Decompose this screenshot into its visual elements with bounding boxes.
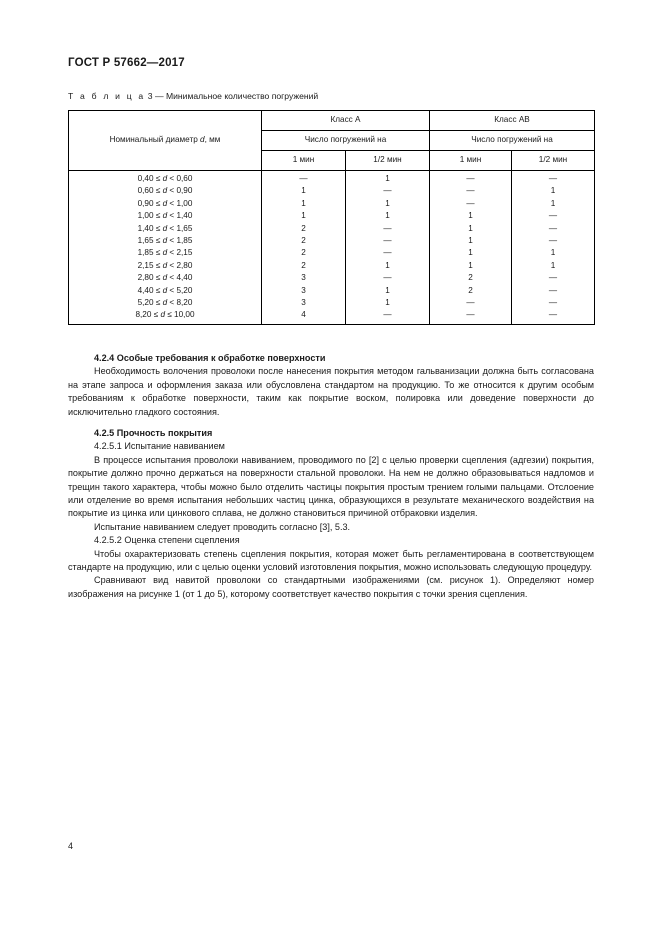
column-header-dips-on-a: Число погружений на: [262, 131, 430, 151]
cell-ab-1min: —: [430, 171, 512, 186]
table-minimum-dips: [68, 110, 594, 325]
cell-ab-half-min: 1: [512, 247, 595, 259]
table-row: [69, 223, 595, 235]
paragraph-4-2-4: Необходимость волочения проволоки после нанесения покрытия методом гальванизации должна быть согласована на этапе запроса и оформления заказа или обусловлена стандартом на продукцию. То же относится к другим особым требованиям к обработке поверхности, таким как покрытие воском, полировка или доведение поверхности до исключительно гладкого состояния.: [68, 366, 594, 417]
column-header-ab-1min: 1 мин: [430, 151, 512, 171]
paragraph-4-2-5-1-b: Испытание навиванием следует проводить согласно [3], 5.3.: [94, 521, 351, 532]
cell-ab-half-min: —: [512, 210, 595, 222]
cell-diameter-range: 1,85 ≤ d < 2,15: [69, 247, 262, 259]
column-header-class-a: Класс А: [262, 111, 430, 131]
cell-ab-1min: 1: [430, 210, 512, 222]
diameter-variable: d: [162, 236, 168, 246]
table-row: [69, 185, 595, 197]
cell-ab-half-min: 1: [512, 185, 595, 197]
diameter-variable: d: [162, 248, 168, 258]
cell-a-half-min: 1: [346, 285, 430, 297]
cell-a-1min: 3: [262, 285, 346, 297]
table-row: [69, 272, 595, 284]
table-row: [69, 309, 595, 324]
table-row: [69, 285, 595, 297]
cell-diameter-range: 8,20 ≤ d ≤ 10,00: [69, 309, 262, 324]
cell-a-half-min: —: [346, 309, 430, 324]
cell-ab-half-min: —: [512, 285, 595, 297]
table-row: [69, 235, 595, 247]
heading-4-2-5: 4.2.5 Прочность покрытия: [94, 428, 213, 438]
cell-a-1min: 1: [262, 185, 346, 197]
table-row: [69, 198, 595, 210]
cell-a-1min: 3: [262, 297, 346, 309]
diameter-variable: d: [162, 260, 168, 270]
cell-ab-half-min: 1: [512, 198, 595, 210]
cell-ab-1min: 2: [430, 272, 512, 284]
cell-ab-1min: 1: [430, 235, 512, 247]
cell-a-half-min: —: [346, 247, 430, 259]
table-row: [69, 210, 595, 222]
diameter-variable: d: [160, 310, 165, 320]
cell-ab-1min: 2: [430, 285, 512, 297]
cell-ab-1min: —: [430, 185, 512, 197]
heading-4-2-5-2: 4.2.5.2 Оценка степени сцепления: [94, 535, 240, 546]
cell-a-half-min: 1: [346, 297, 430, 309]
column-header-a-half-min: 1/2 мин: [346, 151, 430, 171]
paragraph-4-2-5-1-a: В процессе испытания проволоки навиванием, проводимого по [2] с целью проверки сцепления (адгезии) покрытия, покрытие должно прочно держаться на поверхности стальной проволоки. На нем не должно образовываться надломов и трещин такого характера, чтобы можно было отделить частицы покрытия простым трением голыми пальцами. Отслоение или отделение во время испытания небольших частиц цинка, образующихся в результате механического воздействия на покрытие из цинка или цинкового сплава, не должно становиться причиной отбраковки изделия.: [68, 454, 594, 519]
cell-ab-1min: 1: [430, 223, 512, 235]
cell-ab-1min: —: [430, 297, 512, 309]
cell-diameter-range: 2,15 ≤ d < 2,80: [69, 260, 262, 272]
cell-a-1min: 2: [262, 235, 346, 247]
cell-a-1min: 2: [262, 223, 346, 235]
cell-diameter-range: 5,20 ≤ d < 8,20: [69, 297, 262, 309]
cell-a-half-min: 1: [346, 210, 430, 222]
table-caption-title: Минимальное количество погружений: [165, 91, 319, 101]
document-standard-header: ГОСТ Р 57662—2017: [68, 57, 185, 69]
cell-diameter-range: 1,40 ≤ d < 1,65: [69, 223, 262, 235]
diameter-variable: d: [162, 273, 168, 283]
cell-a-half-min: 1: [346, 198, 430, 210]
cell-ab-1min: —: [430, 309, 512, 324]
diameter-variable: d: [162, 285, 168, 295]
nominal-diameter-text: Номинальный диаметр: [109, 135, 201, 145]
cell-ab-half-min: —: [512, 309, 595, 324]
table-caption-dash: —: [154, 91, 164, 101]
diameter-variable: d: [162, 297, 168, 307]
column-header-dips-on-ab: Число погружений на: [430, 131, 595, 151]
diameter-variable: d: [162, 223, 168, 233]
table-caption-label: Т а б л и ц а: [68, 91, 146, 101]
table-caption: [68, 91, 318, 101]
diameter-variable: d: [162, 211, 168, 221]
column-header-class-ab: Класс АВ: [430, 111, 595, 131]
cell-a-half-min: —: [346, 223, 430, 235]
cell-a-1min: 3: [262, 272, 346, 284]
table-row: [69, 260, 595, 272]
table-caption-number: 3: [147, 91, 153, 101]
diameter-variable: d: [162, 198, 168, 208]
table-row: [69, 247, 595, 259]
heading-4-2-5-1: 4.2.5.1 Испытание навиванием: [94, 441, 225, 452]
cell-diameter-range: 0,90 ≤ d < 1,00: [69, 198, 262, 210]
cell-diameter-range: 4,40 ≤ d < 5,20: [69, 285, 262, 297]
nominal-diameter-variable: d: [200, 135, 205, 145]
table-body: [69, 171, 595, 325]
cell-diameter-range: 2,80 ≤ d < 4,40: [69, 272, 262, 284]
section-4-2-4: [68, 352, 594, 419]
table-row: [69, 297, 595, 309]
cell-ab-1min: 1: [430, 247, 512, 259]
cell-a-half-min: —: [346, 185, 430, 197]
cell-ab-1min: 1: [430, 260, 512, 272]
column-header-a-1min: 1 мин: [262, 151, 346, 171]
nominal-diameter-units: , мм: [204, 135, 221, 145]
page-number: 4: [68, 841, 74, 851]
paragraph-4-2-5-2-a: Чтобы охарактеризовать степень сцепления покрытия, которая может быть регламентирована в соответствующем стандарте на продукцию, или с целью оценки условий изготовления покрытия, можно использовать следующую процедуру.: [68, 548, 594, 573]
cell-ab-1min: —: [430, 198, 512, 210]
cell-ab-half-min: 1: [512, 260, 595, 272]
cell-ab-half-min: —: [512, 235, 595, 247]
cell-diameter-range: 0,40 ≤ d < 0,60: [69, 171, 262, 186]
cell-a-half-min: 1: [346, 260, 430, 272]
table-head: [69, 111, 595, 171]
cell-ab-half-min: —: [512, 223, 595, 235]
cell-ab-half-min: —: [512, 171, 595, 186]
cell-a-1min: 1: [262, 210, 346, 222]
cell-a-1min: 2: [262, 247, 346, 259]
heading-4-2-4: 4.2.4 Особые требования к обработке поверхности: [94, 353, 326, 363]
table-element: [68, 110, 595, 325]
cell-a-1min: 1: [262, 198, 346, 210]
cell-a-half-min: 1: [346, 171, 430, 186]
table-row: [69, 171, 595, 186]
cell-a-1min: 4: [262, 309, 346, 324]
section-4-2-5: [68, 427, 594, 601]
cell-a-1min: 2: [262, 260, 346, 272]
cell-a-half-min: —: [346, 235, 430, 247]
cell-ab-half-min: —: [512, 297, 595, 309]
diameter-variable: d: [162, 174, 168, 184]
cell-a-half-min: —: [346, 272, 430, 284]
cell-diameter-range: 1,65 ≤ d < 1,85: [69, 235, 262, 247]
cell-a-1min: —: [262, 171, 346, 186]
paragraph-4-2-5-2-b: Сравнивают вид навитой проволоки со стандартными изображениями (см. рисунок 1). Определяют номер изображения на рисунке 1 (от 1 до 5), которому соответствует качество покрытия с точки зрения сцепления.: [68, 575, 594, 599]
cell-diameter-range: 0,60 ≤ d < 0,90: [69, 185, 262, 197]
column-header-ab-half-min: 1/2 мин: [512, 151, 595, 171]
diameter-variable: d: [162, 186, 168, 196]
column-header-nominal-diameter: [69, 111, 262, 171]
cell-diameter-range: 1,00 ≤ d < 1,40: [69, 210, 262, 222]
table-header-row-1: [69, 111, 595, 131]
cell-ab-half-min: —: [512, 272, 595, 284]
